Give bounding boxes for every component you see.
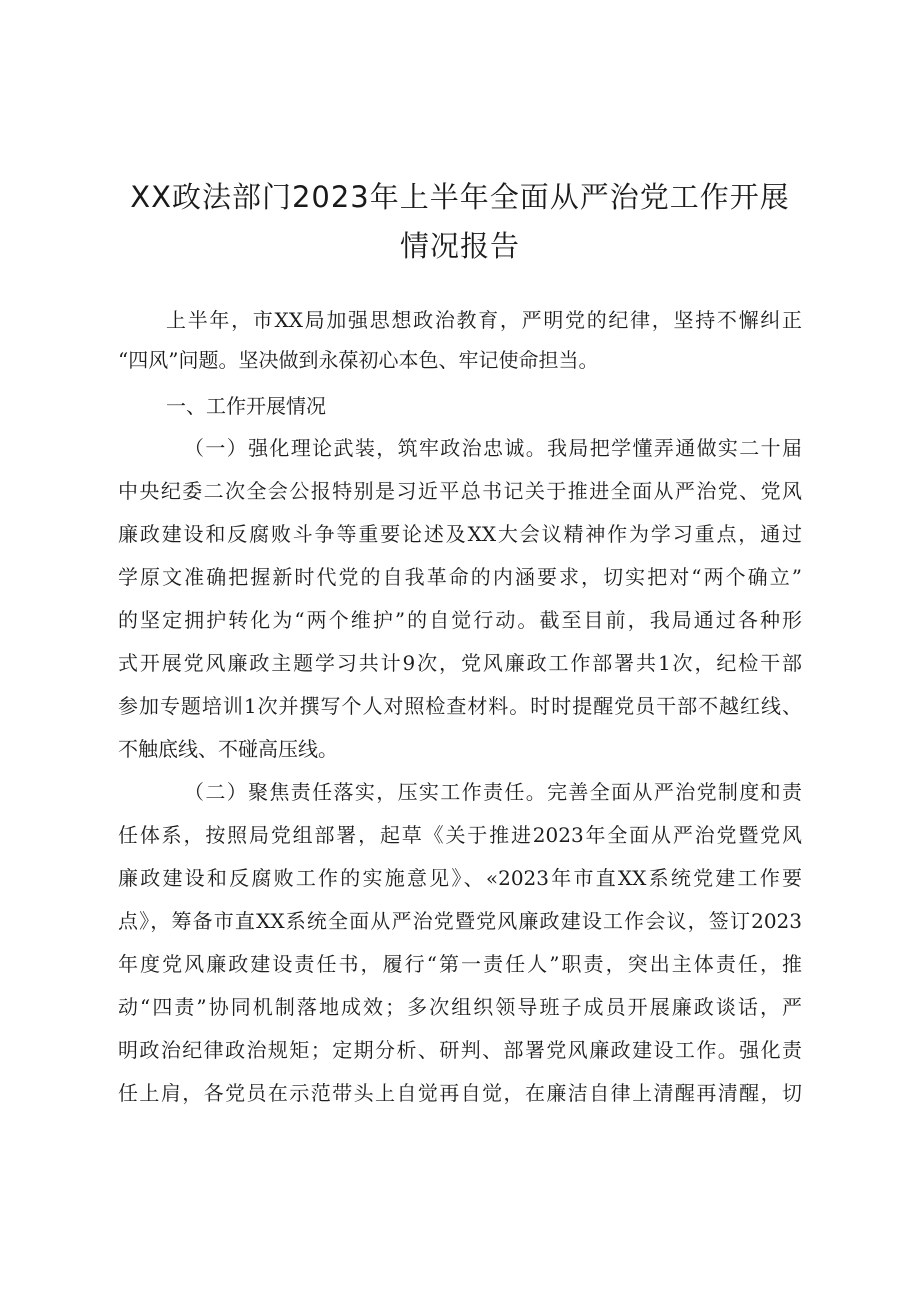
- document-title-line-1: XX政法部门2023年上半年全面从严治党工作开展: [130, 180, 790, 214]
- para-1-line-3: 廉政建设和反腐败斗争等重要论述及XX大会议精神作为学习重点，通过: [118, 522, 802, 546]
- para-2-line-4: 点》，筹备市直XX系统全面从严治党暨党风廉政建设工作会议，签订2023: [118, 909, 802, 933]
- para-2-line-7: 明政治纪律政治规矩；定期分析、研判、部署党风廉政建设工作。强化责: [118, 1038, 802, 1062]
- para-2-line-8: 任上肩，各党员在示范带头上自觉再自觉，在廉洁自律上清醒再清醒，切: [118, 1081, 802, 1105]
- intro-line-2: “四风”问题。坚决做到永葆初心本色、牢记使命担当。: [118, 348, 599, 372]
- para-1-line-4: 学原文准确把握新时代党的自我革命的内涵要求，切实把对“两个确立”: [118, 565, 802, 589]
- document-title-line-2: 情况报告: [399, 229, 520, 263]
- para-2-line-3: 廉政建设和反腐败工作的实施意见》、«2023年市直XX系统党建工作要: [118, 866, 802, 890]
- intro-line-1: 上半年，市XX局加强思想政治教育，严明党的纪律，坚持不懈纠正: [166, 308, 802, 332]
- para-2-line-1: （二）聚焦责任落实，压实工作责任。完善全面从严治党制度和责: [184, 780, 802, 804]
- para-2-line-5: 年度党风廉政建设责任书，履行“第一责任人”职责，突出主体责任，推: [118, 952, 802, 976]
- para-2-line-6: 动“四责”协同机制落地成效；多次组织领导班子成员开展廉政谈话，严: [118, 995, 802, 1019]
- para-1-line-7: 参加专题培训1次并撰写个人对照检查材料。时时提醒党员干部不越红线、: [118, 694, 802, 718]
- para-2-line-2: 任体系，按照局党组部署，起草《关于推进2023年全面从严治党暨党风: [118, 823, 802, 847]
- para-1-line-6: 式开展党风廉政主题学习共计9次，党风廉政工作部署共1次，纪检干部: [118, 651, 802, 675]
- para-1-line-1: （一）强化理论武装，筑牢政治忠诚。我局把学懂弄通做实二十届: [184, 436, 802, 460]
- para-1-line-8: 不触底线、不碰高压线。: [118, 737, 338, 761]
- section-heading: 一、工作开展情况: [166, 394, 326, 418]
- para-1-line-2: 中央纪委二次全会公报特别是习近平总书记关于推进全面从严治党、党风: [118, 479, 802, 503]
- para-1-line-5: 的坚定拥护转化为“两个维护”的自觉行动。截至目前，我局通过各种形: [118, 608, 802, 632]
